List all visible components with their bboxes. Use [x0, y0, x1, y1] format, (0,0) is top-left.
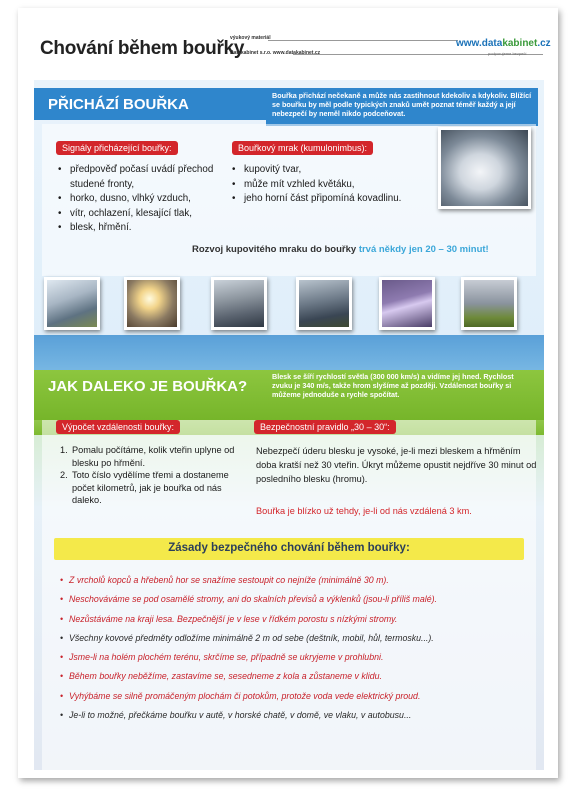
distance-warning: Bouřka je blízko už tehdy, je-li od nás vzdálená 3 km. — [256, 506, 472, 516]
rule-item: • Nezůstáváme na kraji lesa. Bezpečnější je v lese v řídkém porostu s nízkými stromy. — [60, 610, 437, 629]
rules-list — [60, 571, 437, 725]
site-link[interactable] — [456, 38, 551, 49]
section1-heading: PŘICHÁZÍ BOUŘKA — [34, 88, 274, 120]
cloud-tag: Bouřkový mrak (kumulonimbus): — [232, 141, 373, 155]
storm-photo-3 — [211, 277, 267, 330]
rule-item: • Je-li to možné, přečkáme bouřku v autě, v horské chatě, v domě, ve vlaku, v autobusu... — [60, 706, 437, 725]
list-item: • kupovitý tvar, — [232, 163, 410, 178]
calc-step-text: Pomalu počítáme, kolik vteřin uplyne od blesku po hřmění. — [72, 445, 235, 468]
list-item: • předpověď počasí uvádí přechod studené fronty, — [58, 163, 248, 192]
storm-photo-6 — [461, 277, 517, 330]
list-item: • jeho horní část připomíná kovadlinu. — [232, 192, 410, 207]
cumulonimbus-photo — [438, 127, 531, 209]
development-text: Rozvoj kupovitého mraku do bouřky — [192, 244, 357, 255]
list-item: 1. Pomalu počítáme, kolik vteřin uplyne od blesku po hřmění. — [60, 445, 235, 468]
page-title: Chování během bouřky — [40, 38, 245, 59]
cloud-list — [232, 163, 410, 207]
rule-item: • Všechny kovové předměty odložíme minimálně 2 m od sebe (deštník, mobil, hůl, termosku...). — [60, 629, 437, 648]
rule-item: • Jsme-li na holém plochém terénu, skrčíme se, případně se ukryjeme v prohlubni. — [60, 648, 437, 667]
rule-item: • Vyhýbáme se silně promáčeným plochám či potokům, protože voda vede elektrický proud. — [60, 687, 437, 706]
header-divider — [268, 40, 458, 41]
section2-heading: JAK DALEKO JE BOUŘKA? — [48, 378, 248, 395]
signals-tag: Signály přicházející bouřky: — [56, 141, 178, 155]
header-publisher: Datakabinet s.r.o. www.datakabinet.cz — [230, 50, 321, 56]
calc-list — [60, 444, 240, 507]
rule-text: Nebezpečí úderu blesku je vysoké, je-li mezi bleskem a hřměním doba kratší než 30 vteřin. Úkryt můžeme opustit nejdříve 30 minut od posledního blesku (hromu). — [256, 446, 537, 484]
storm-photo-1 — [44, 277, 100, 330]
rule-item: • Během bouřky neběžíme, zastavíme se, sesedneme z kola a zůstaneme v klidu. — [60, 667, 437, 686]
section2-intro: Blesk se šíří rychlostí světla (300 000 km/s) a vidíme jej hned. Rychlost zvuku je 340 m/s, takže hrom slyšíme až později. Vzdálenost bouřky si můžeme jednoduše a rychle spočítat. — [272, 372, 514, 399]
url-brand: kabinet — [502, 38, 538, 49]
calc-tag: Výpočet vzdálenosti bouřky: — [56, 420, 180, 434]
development-note — [192, 244, 489, 255]
url-suffix: .cz — [537, 38, 551, 49]
rule-tag: Bezpečnostní pravidlo „30 – 30“: — [254, 420, 396, 434]
list-item: • blesk, hřmění. — [58, 221, 248, 236]
list-item: • vítr, ochlazení, klesající tlak, — [58, 207, 248, 222]
list-item: • horko, dusno, vlhký vzduch, — [58, 192, 248, 207]
section1-intro: Bouřka přichází nečekaně a může nás zastihnout kdekoliv a kdykoliv. Blížící se bouřku by měl podle typických znaků umět poznat téměř každý a její nebezpečí by neměl nikdo podceňovat. — [266, 88, 538, 126]
list-item: 2. Toto číslo vydělíme třemi a dostaneme počet kilometrů, jak je bouřka od nás daleko. — [60, 470, 229, 505]
rules-title: Zásady bezpečného chování během bouřky: — [54, 538, 524, 560]
signals-list — [58, 163, 248, 236]
development-highlight: trvá někdy jen 20 – 30 minut! — [358, 244, 489, 255]
calc-step-text: Toto číslo vydělíme třemi a dostaneme počet kilometrů, jak je bouřka od nás daleko. — [72, 470, 229, 505]
list-item: • může mít vzhled květáku, — [232, 178, 410, 193]
url-prefix: www.data — [456, 38, 503, 49]
header-tagline: podporujeme bezpečí — [488, 51, 527, 56]
rule-item: • Neschováváme se pod osamělé stromy, ani do skalních převisů a výklenků (jsou-li příliš malé). — [60, 590, 437, 609]
rule-item: • Z vrcholů kopců a hřebenů hor se snažíme sestoupit co nejníže (minimálně 30 m). — [60, 571, 437, 590]
lightning-photo — [379, 277, 435, 330]
storm-photo-4 — [296, 277, 352, 330]
header-subtitle: výukový materiál — [230, 35, 271, 41]
storm-photo-2 — [124, 277, 180, 330]
